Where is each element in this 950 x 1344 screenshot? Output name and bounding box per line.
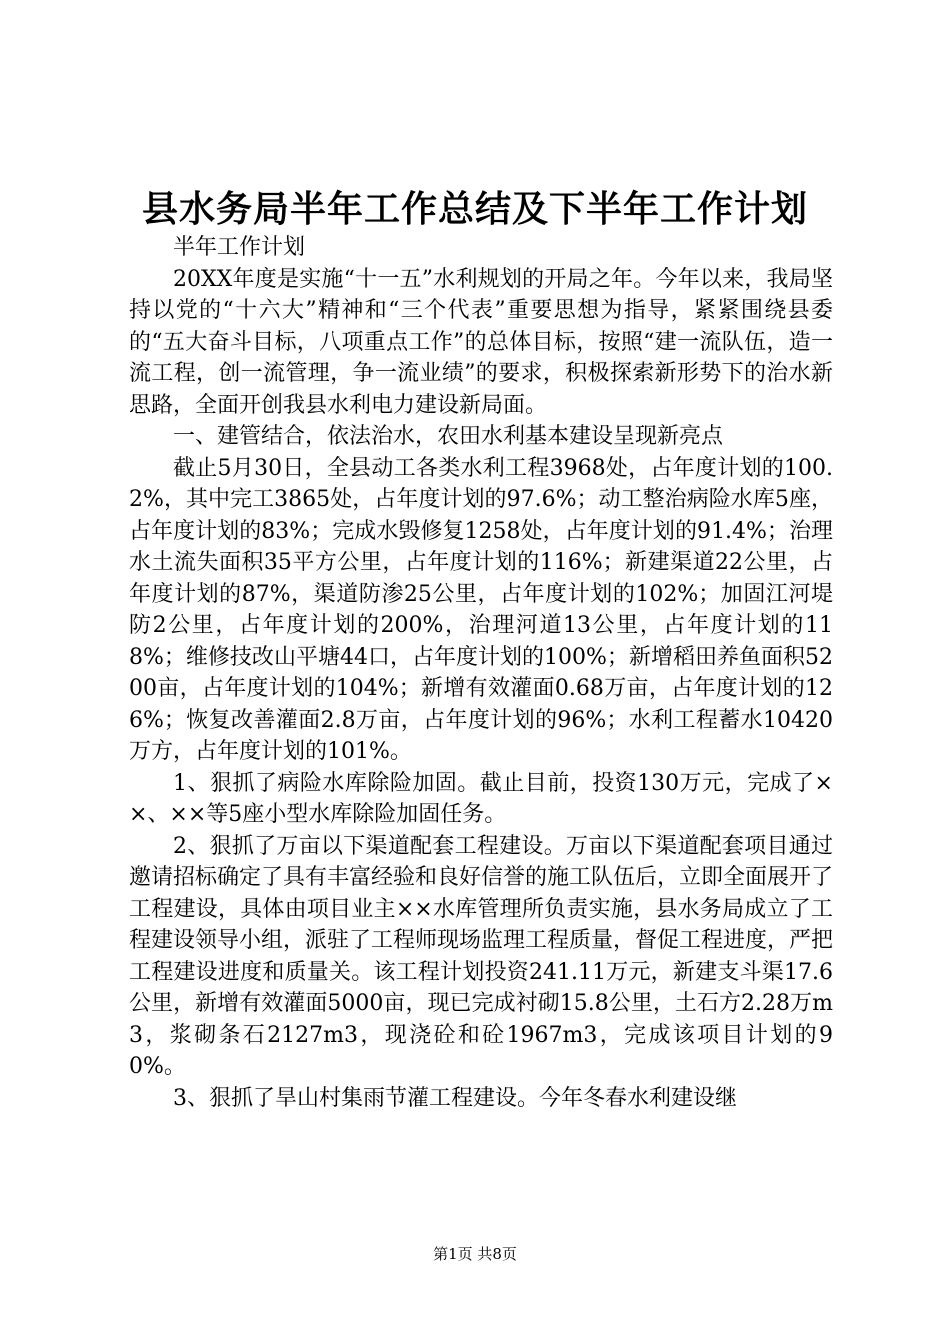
- paragraph-intro: 20XX年度是实施“十一五”水利规划的开局之年。今年以来，我局坚持以党的“十六大”精神和“三个代表”重要思想为指导，紧紧围绕县委的“五大奋斗目标，八项重点工作”的总体目标，按照“建一流队伍，造一流工程，创一流管理，争一流业绩”的要求，积极探索新形势下的治水新思路，全面开创我县水利电力建设新局面。: [129, 266, 833, 418]
- page-footer: 第1页 共8页: [433, 1245, 517, 1263]
- paragraph-item-2: 2、狠抓了万亩以下渠道配套工程建设。万亩以下渠道配套项目通过邀请招标确定了具有丰富经验和良好信誉的施工队伍后，立即全面展开了工程建设，具体由项目业主××水库管理所负责实施，县水务局成立了工程建设领导小组，派驻了工程师现场监理工程质量，督促工程进度，严把工程建设进度和质量关。该工程计划投资241.11万元，新建支斗渠17.6公里，新增有效灌面5000亩，现已完成衬砌15.8公里，土石方2.28万m3，浆砌条石2127m3，现浇砼和砼1967m3，完成该项目计划的90%。: [129, 833, 834, 1079]
- document-title: 县水务局半年工作总结及下半年工作计划: [141, 188, 808, 230]
- paragraph-statistics: 截止5月30日，全县动工各类水利工程3968处，占年度计划的100.2%，其中完工3865处，占年度计划的97.6%；动工整治病险水库5座，占年度计划的83%；完成水毁修复1258处，占年度计划的91.4%；治理水土流失面积35平方公里，占年度计划的116%；新建渠道22公里，占年度计划的87%，渠道防渗25公里，占年度计划的102%；加固江河堤防2公里，占年度计划的200%，治理河道13公里，占年度计划的118%；维修技改山平塘44口，占年度计划的100%；新增稻田养鱼面积5200亩，占年度计划的104%；新增有效灌面0.68万亩，占年度计划的126%；恢复改善灌面2.8万亩，占年度计划的96%；水利工程蓄水10420万方，占年度计划的101%。: [129, 455, 833, 764]
- section-heading-1: 一、建管结合，依法治水，农田水利基本建设呈现新亮点: [173, 424, 724, 449]
- paragraph-subtitle: 半年工作计划: [173, 235, 306, 260]
- paragraph-item-1: 1、狠抓了病险水库除险加固。截止目前，投资130万元，完成了××、××等5座小型水库除险加固任务。: [129, 770, 833, 827]
- paragraph-item-3: 3、狠抓了旱山村集雨节灌工程建设。今年冬春水利建设继: [173, 1085, 737, 1111]
- document-body: [129, 232, 833, 1114]
